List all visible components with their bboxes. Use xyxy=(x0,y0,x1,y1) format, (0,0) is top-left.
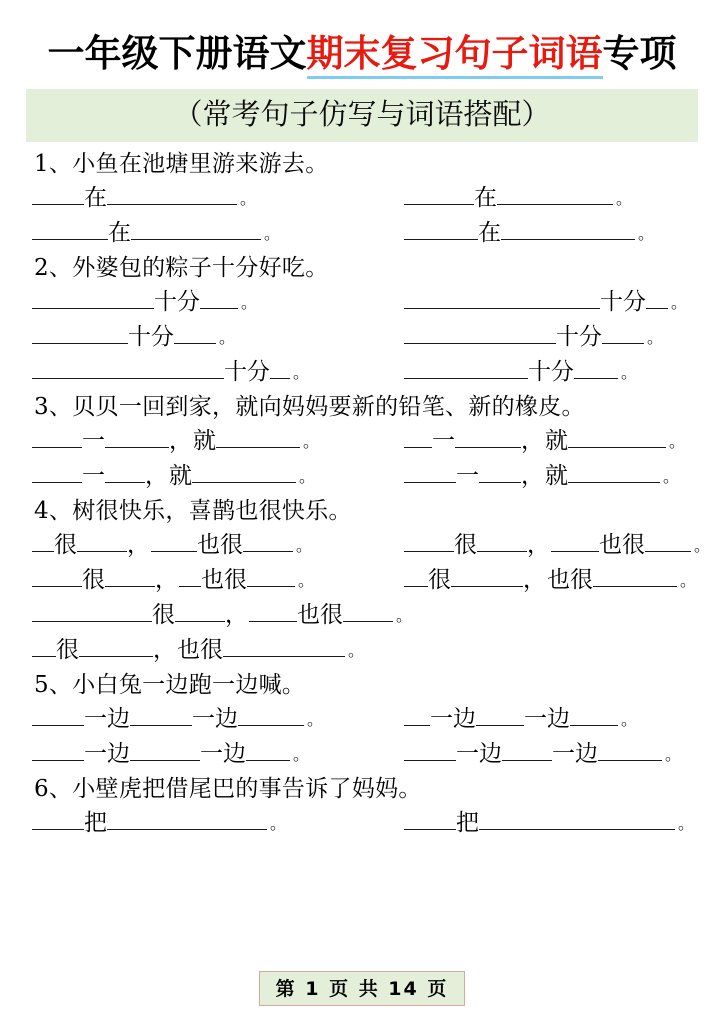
exercise-sentence: 小鱼在池塘里游来游去。 xyxy=(72,150,329,177)
answer-row xyxy=(32,563,710,598)
exercise-number: 4、 xyxy=(34,497,73,524)
keyword-text: 也很 xyxy=(177,637,223,664)
keyword-text: 很 xyxy=(54,532,77,559)
keyword-text: 把 xyxy=(84,810,107,837)
answer-row xyxy=(32,320,710,355)
exercise-list xyxy=(0,148,724,841)
answer-blank[interactable] xyxy=(479,806,675,830)
answer-blank[interactable] xyxy=(238,702,304,726)
exercise-number: 2、 xyxy=(34,254,73,281)
keyword-text: 很 xyxy=(152,602,175,629)
answer-blank[interactable] xyxy=(32,806,84,830)
answer-blank[interactable] xyxy=(451,563,523,587)
keyword-text: 一 xyxy=(456,463,479,490)
answer-blank[interactable] xyxy=(479,459,521,483)
comma-punctuation: ， xyxy=(225,602,248,629)
answer-blank[interactable] xyxy=(107,181,237,205)
keyword-text: 也很 xyxy=(197,532,243,559)
exercise-prompt xyxy=(32,495,710,528)
period-punctuation: 。 xyxy=(638,224,655,244)
keyword-text: 一边 xyxy=(84,741,130,768)
answer-cell-left[interactable] xyxy=(32,181,404,216)
answer-blank[interactable] xyxy=(200,285,238,309)
period-punctuation: 。 xyxy=(307,710,324,730)
answer-blank[interactable] xyxy=(175,598,225,622)
period-punctuation: 。 xyxy=(671,293,688,313)
answer-cell-full[interactable] xyxy=(32,633,722,668)
answer-blank[interactable] xyxy=(151,528,197,552)
period-punctuation: 。 xyxy=(299,467,316,487)
exercise-number: 1、 xyxy=(34,150,73,177)
answer-blank[interactable] xyxy=(404,355,528,379)
subtitle-text: （常考句子仿写与词语搭配） xyxy=(173,96,551,131)
keyword-text: 在 xyxy=(84,185,107,212)
answer-blank[interactable] xyxy=(249,598,297,622)
period-punctuation: 。 xyxy=(264,224,281,244)
subtitle-banner xyxy=(26,89,698,142)
keyword-text: 就 xyxy=(169,463,192,490)
exercise-sentence: 外婆包的粽子十分好吃。 xyxy=(72,254,329,281)
answer-blank[interactable] xyxy=(32,216,108,240)
period-punctuation: 。 xyxy=(678,814,695,834)
comma-punctuation: ， xyxy=(155,567,178,594)
keyword-text: 很 xyxy=(82,567,105,594)
keyword-text: 一 xyxy=(82,428,105,455)
answer-blank[interactable] xyxy=(32,563,82,587)
answer-blank[interactable] xyxy=(455,424,521,448)
answer-blank[interactable] xyxy=(32,459,82,483)
period-punctuation: 。 xyxy=(240,189,257,209)
answer-cell-right[interactable] xyxy=(404,737,722,772)
exercise-prompt xyxy=(32,252,710,285)
keyword-text: 一边 xyxy=(552,741,598,768)
answer-cell-left[interactable] xyxy=(32,806,404,841)
answer-blank[interactable] xyxy=(105,459,145,483)
answer-blank[interactable] xyxy=(32,355,224,379)
answer-cell-left[interactable] xyxy=(32,528,404,563)
period-punctuation: 。 xyxy=(616,189,633,209)
keyword-text: 一 xyxy=(432,428,455,455)
answer-blank[interactable] xyxy=(404,424,432,448)
answer-cell-left[interactable] xyxy=(32,737,404,772)
answer-cell-left[interactable] xyxy=(32,563,404,598)
answer-blank[interactable] xyxy=(192,459,296,483)
keyword-text: 也很 xyxy=(297,602,343,629)
answer-row xyxy=(32,424,710,459)
answer-blank[interactable] xyxy=(404,563,428,587)
keyword-text: 在 xyxy=(108,220,131,247)
answer-cell-right[interactable] xyxy=(404,563,722,598)
answer-cell-right[interactable] xyxy=(404,355,722,390)
keyword-text: 就 xyxy=(545,463,568,490)
answer-cell-right[interactable] xyxy=(404,702,722,737)
exercise-prompt xyxy=(32,773,710,806)
keyword-text: 一 xyxy=(82,463,105,490)
exercise-block xyxy=(32,669,710,772)
answer-blank[interactable] xyxy=(130,737,200,761)
keyword-text: 一边 xyxy=(200,741,246,768)
answer-cell-right[interactable] xyxy=(404,806,722,841)
period-punctuation: 。 xyxy=(694,536,711,556)
period-punctuation: 。 xyxy=(669,432,686,452)
period-punctuation: 。 xyxy=(663,467,680,487)
answer-blank[interactable] xyxy=(404,528,454,552)
title-segment-black-2: 专项 xyxy=(602,32,677,75)
comma-punctuation: ， xyxy=(521,428,544,455)
answer-cell-full[interactable] xyxy=(32,598,722,633)
keyword-text: 很 xyxy=(56,637,79,664)
answer-blank[interactable] xyxy=(32,598,152,622)
answer-blank[interactable] xyxy=(105,424,169,448)
answer-row xyxy=(32,702,710,737)
answer-cell-right[interactable] xyxy=(404,320,722,355)
comma-punctuation: ， xyxy=(145,463,168,490)
answer-cell-left[interactable] xyxy=(32,702,404,737)
answer-blank[interactable] xyxy=(79,633,153,657)
period-punctuation: 。 xyxy=(293,363,310,383)
answer-blank[interactable] xyxy=(404,285,600,309)
answer-cell-right[interactable] xyxy=(404,459,722,494)
exercise-prompt xyxy=(32,391,710,424)
exercise-block xyxy=(32,148,710,251)
exercise-prompt xyxy=(32,669,710,702)
answer-row xyxy=(32,355,710,390)
comma-punctuation: ， xyxy=(523,567,546,594)
comma-punctuation: ， xyxy=(527,532,550,559)
keyword-text: 把 xyxy=(456,810,479,837)
answer-blank[interactable] xyxy=(32,181,84,205)
exercise-sentence: 贝贝一回到家，就向妈妈要新的铅笔、新的橡皮。 xyxy=(72,393,585,420)
answer-blank[interactable] xyxy=(130,702,192,726)
answer-rows xyxy=(32,181,710,251)
keyword-text: 在 xyxy=(478,220,501,247)
answer-rows xyxy=(32,806,710,841)
answer-cell-left[interactable] xyxy=(32,459,404,494)
comma-punctuation: ， xyxy=(521,463,544,490)
answer-blank[interactable] xyxy=(32,702,84,726)
answer-blank[interactable] xyxy=(551,528,599,552)
answer-blank[interactable] xyxy=(568,459,660,483)
answer-row xyxy=(32,216,710,251)
period-punctuation: 。 xyxy=(303,432,320,452)
answer-blank[interactable] xyxy=(32,320,128,344)
title-segment-black-1: 一年级下册语文 xyxy=(47,32,307,75)
comma-punctuation: ， xyxy=(169,428,192,455)
keyword-text: 也很 xyxy=(547,567,593,594)
answer-blank[interactable] xyxy=(32,633,56,657)
exercise-sentence: 树很快乐，喜鹊也很快乐。 xyxy=(72,497,352,524)
answer-rows xyxy=(32,528,710,668)
answer-blank[interactable] xyxy=(501,216,635,240)
answer-blank[interactable] xyxy=(223,633,345,657)
keyword-text: 十分 xyxy=(224,359,270,386)
exercise-number: 5、 xyxy=(34,671,73,698)
answer-blank[interactable] xyxy=(477,528,527,552)
period-punctuation: 。 xyxy=(680,571,697,591)
keyword-text: 一边 xyxy=(456,741,502,768)
answer-cell-left[interactable] xyxy=(32,320,404,355)
answer-rows xyxy=(32,285,710,390)
title-segment-red: 期末复习句子词语 xyxy=(307,32,603,79)
answer-blank[interactable] xyxy=(343,598,393,622)
keyword-text: 很 xyxy=(454,532,477,559)
exercise-prompt xyxy=(32,148,710,181)
answer-row xyxy=(32,528,710,563)
period-punctuation: 。 xyxy=(296,536,313,556)
period-punctuation: 。 xyxy=(621,710,638,730)
answer-blank[interactable] xyxy=(404,806,456,830)
answer-blank[interactable] xyxy=(404,181,474,205)
period-punctuation: 。 xyxy=(241,293,258,313)
answer-cell-right[interactable] xyxy=(404,528,722,563)
answer-blank[interactable] xyxy=(247,563,295,587)
answer-blank[interactable] xyxy=(404,459,456,483)
answer-blank[interactable] xyxy=(404,737,456,761)
period-punctuation: 。 xyxy=(293,745,310,765)
answer-blank[interactable] xyxy=(574,355,618,379)
period-punctuation: 。 xyxy=(219,328,236,348)
keyword-text: 十分 xyxy=(154,289,200,316)
answer-blank[interactable] xyxy=(404,320,556,344)
period-punctuation: 。 xyxy=(348,641,365,661)
period-punctuation: 。 xyxy=(298,571,315,591)
answer-blank[interactable] xyxy=(32,285,154,309)
answer-blank[interactable] xyxy=(179,563,201,587)
answer-blank[interactable] xyxy=(602,320,644,344)
keyword-text: 一边 xyxy=(84,706,130,733)
exercise-number: 6、 xyxy=(34,775,73,802)
answer-rows xyxy=(32,702,710,772)
answer-blank[interactable] xyxy=(497,181,613,205)
answer-row xyxy=(32,806,710,841)
answer-cell-left[interactable] xyxy=(32,216,404,251)
period-punctuation: 。 xyxy=(647,328,664,348)
answer-row xyxy=(32,181,710,216)
exercise-block xyxy=(32,773,710,841)
answer-cell-right[interactable] xyxy=(404,216,722,251)
answer-rows xyxy=(32,424,710,494)
keyword-text: 很 xyxy=(428,567,451,594)
answer-blank[interactable] xyxy=(568,424,666,448)
keyword-text: 一边 xyxy=(192,706,238,733)
answer-blank[interactable] xyxy=(570,702,618,726)
keyword-text: 十分 xyxy=(556,324,602,351)
keyword-text: 十分 xyxy=(600,289,646,316)
exercise-sentence: 小壁虎把借尾巴的事告诉了妈妈。 xyxy=(72,775,422,802)
page-title xyxy=(0,0,724,75)
keyword-text: 一边 xyxy=(524,706,570,733)
answer-blank[interactable] xyxy=(131,216,261,240)
keyword-text: 也很 xyxy=(201,567,247,594)
answer-row xyxy=(32,285,710,320)
keyword-text: 十分 xyxy=(128,324,174,351)
answer-cell-left[interactable] xyxy=(32,355,404,390)
comma-punctuation: ， xyxy=(153,637,176,664)
keyword-text: 一边 xyxy=(430,706,476,733)
answer-row xyxy=(32,737,710,772)
answer-blank[interactable] xyxy=(105,563,155,587)
answer-row xyxy=(32,633,710,668)
answer-blank[interactable] xyxy=(404,702,430,726)
answer-cell-left[interactable] xyxy=(32,424,404,459)
answer-blank[interactable] xyxy=(476,702,524,726)
exercise-block xyxy=(32,495,710,668)
answer-blank[interactable] xyxy=(246,737,290,761)
answer-cell-right[interactable] xyxy=(404,181,722,216)
exercise-sentence: 小白兔一边跑一边喊。 xyxy=(72,671,306,698)
answer-blank[interactable] xyxy=(598,737,662,761)
answer-blank[interactable] xyxy=(32,528,54,552)
keyword-text: 也很 xyxy=(599,532,645,559)
answer-blank[interactable] xyxy=(404,216,478,240)
answer-cell-right[interactable] xyxy=(404,424,722,459)
exercise-block xyxy=(32,252,710,390)
answer-row xyxy=(32,459,710,494)
answer-blank[interactable] xyxy=(174,320,216,344)
period-punctuation: 。 xyxy=(621,363,638,383)
answer-blank[interactable] xyxy=(646,285,668,309)
keyword-text: 就 xyxy=(193,428,216,455)
answer-blank[interactable] xyxy=(32,737,84,761)
answer-row xyxy=(32,598,710,633)
page-number-badge: 第 1 页 共 14 页 xyxy=(259,971,466,1006)
period-punctuation: 。 xyxy=(665,745,682,765)
answer-blank[interactable] xyxy=(645,528,691,552)
answer-blank[interactable] xyxy=(502,737,552,761)
answer-cell-left[interactable] xyxy=(32,285,404,320)
answer-blank[interactable] xyxy=(270,355,290,379)
period-punctuation: 。 xyxy=(396,606,413,626)
keyword-text: 十分 xyxy=(528,359,574,386)
answer-blank[interactable] xyxy=(32,424,82,448)
keyword-text: 在 xyxy=(474,185,497,212)
answer-blank[interactable] xyxy=(593,563,677,587)
answer-blank[interactable] xyxy=(107,806,267,830)
answer-blank[interactable] xyxy=(216,424,300,448)
exercise-block xyxy=(32,391,710,494)
answer-cell-right[interactable] xyxy=(404,285,722,320)
answer-blank[interactable] xyxy=(77,528,127,552)
answer-blank[interactable] xyxy=(243,528,293,552)
page-footer xyxy=(0,971,724,1006)
comma-punctuation: ， xyxy=(127,532,150,559)
period-punctuation: 。 xyxy=(270,814,287,834)
exercise-number: 3、 xyxy=(34,393,73,420)
keyword-text: 就 xyxy=(545,428,568,455)
